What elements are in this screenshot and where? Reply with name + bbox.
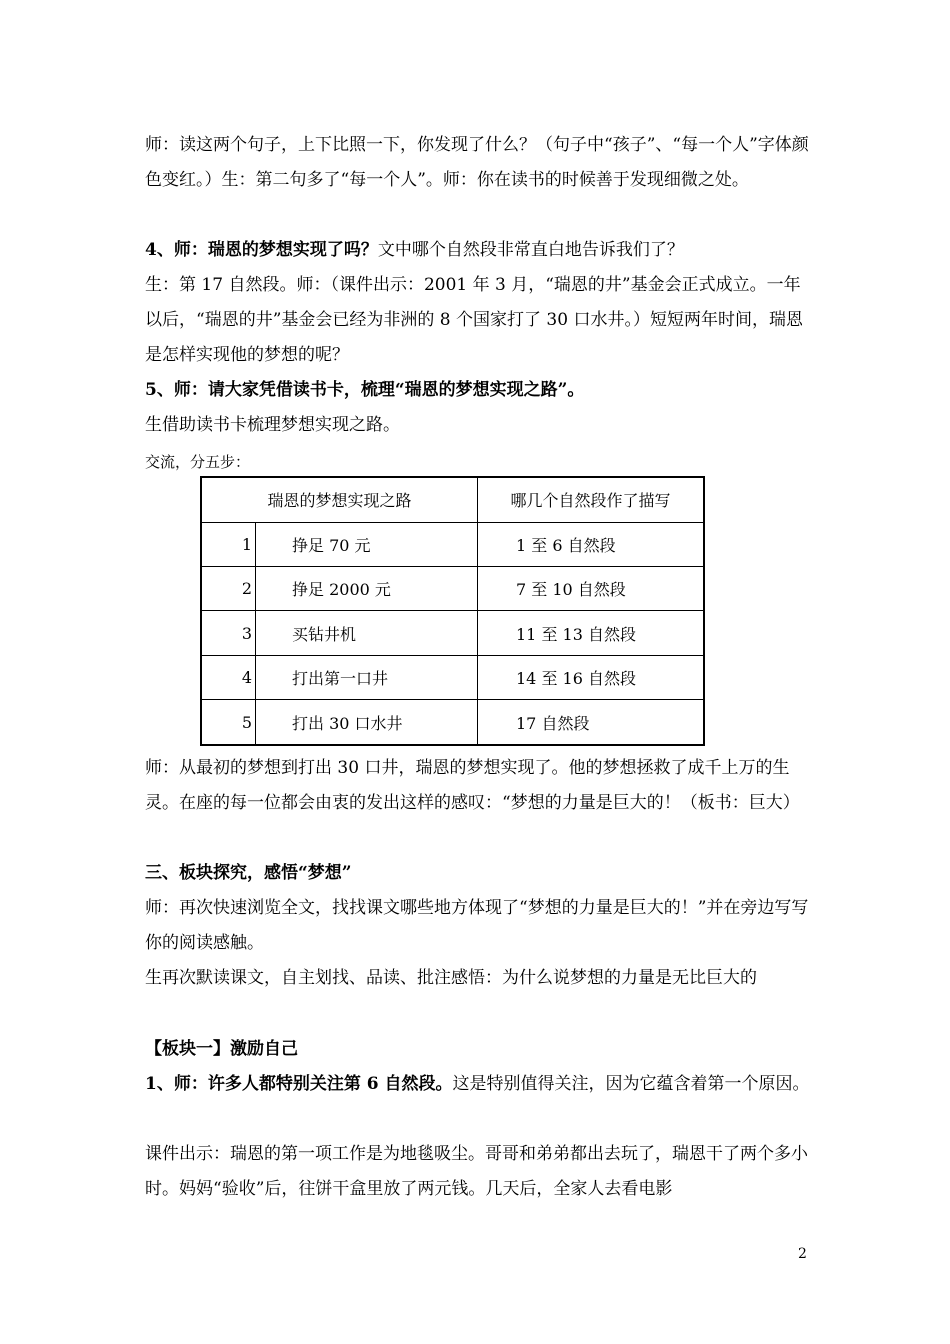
table-row <box>201 611 704 655</box>
row-step: 打出 30 口水井 <box>256 700 478 745</box>
paragraph-browse: 师：再次快速浏览全文，找找课文哪些地方体现了“梦想的力量是巨大的！”并在旁边写写你的阅读感触。 <box>145 898 809 953</box>
row-number: 3 <box>201 611 256 655</box>
dream-road-table <box>200 476 705 746</box>
block-heading-1: 【板块一】激励自己 <box>145 1039 298 1059</box>
table-row <box>201 700 704 745</box>
row-paragraphs: 7 至 10 自然段 <box>478 567 705 611</box>
question-1 <box>145 1067 810 1102</box>
question-4 <box>145 233 810 268</box>
question-4-rest: 文中哪个自然段非常直白地告诉我们了？ <box>377 240 684 260</box>
row-paragraphs: 17 自然段 <box>478 700 705 745</box>
question-5: 5、师：请大家凭借读书卡，梳理“瑞恩的梦想实现之路”。 <box>145 380 585 400</box>
row-paragraphs: 11 至 13 自然段 <box>478 611 705 655</box>
row-number: 5 <box>201 700 256 745</box>
row-step: 挣足 2000 元 <box>256 567 478 611</box>
row-step: 买钻井机 <box>256 611 478 655</box>
table-header-row <box>201 477 704 522</box>
row-number: 1 <box>201 522 256 566</box>
question-4-lead: 4、师：瑞恩的梦想实现了吗？ <box>145 240 378 260</box>
paragraph-silent-read: 生再次默读课文，自主划找、品读、批注感悟：为什么说梦想的力量是无比巨大的 <box>145 968 757 988</box>
row-number: 2 <box>201 567 256 611</box>
row-paragraphs: 14 至 16 自然段 <box>478 655 705 699</box>
paragraph-courseware: 课件出示：瑞恩的第一项工作是为地毯吸尘。哥哥和弟弟都出去玩了，瑞恩干了两个多小时。妈妈“验收”后，往饼干盒里放了两元钱。几天后，全家人去看电影 <box>145 1144 808 1199</box>
row-step: 挣足 70 元 <box>256 522 478 566</box>
row-number: 4 <box>201 655 256 699</box>
paragraph-answer-17: 生：第 17 自然段。师：（课件出示：2001 年 3 月，“瑞恩的井”基金会正式成立。一年以后，“瑞恩的井”基金会已经为非洲的 8 个国家打了 30 口水井。）短短两年时间，瑞恩是怎样实现他的梦想的呢？ <box>145 275 803 365</box>
question-1-lead: 1、师：许多人都特别关注第 6 自然段。 <box>145 1074 453 1094</box>
section-heading-3: 三、板块探究，感悟“梦想” <box>145 863 352 883</box>
page-number: 2 <box>798 1246 807 1262</box>
row-step: 打出第一口井 <box>256 655 478 699</box>
paragraph-compare: 师：读这两个句子，上下比照一下，你发现了什么？（句子中“孩子”、“每一个人”字体颜色变红。）生：第二句多了“每一个人”。师：你在读书的时候善于发现细微之处。 <box>145 135 809 190</box>
table-header-road: 瑞恩的梦想实现之路 <box>201 477 478 522</box>
paragraph-readcard: 生借助读书卡梳理梦想实现之路。 <box>145 415 400 435</box>
paragraph-dream-power: 师：从最初的梦想到打出 30 口井，瑞恩的梦想实现了。他的梦想拯救了成千上万的生灵。在座的每一位都会由衷的发出这样的感叹：“梦想的力量是巨大的！（板书：巨大） <box>145 758 800 813</box>
question-1-rest: 这是特别值得关注，因为它蕴含着第一个原因。 <box>452 1074 810 1094</box>
table-header-paragraphs: 哪几个自然段作了描写 <box>478 477 705 522</box>
row-paragraphs: 1 至 6 自然段 <box>478 522 705 566</box>
exchange-label: 交流，分五步： <box>145 453 251 471</box>
table-row <box>201 567 704 611</box>
table-row <box>201 655 704 699</box>
table-row <box>201 522 704 566</box>
